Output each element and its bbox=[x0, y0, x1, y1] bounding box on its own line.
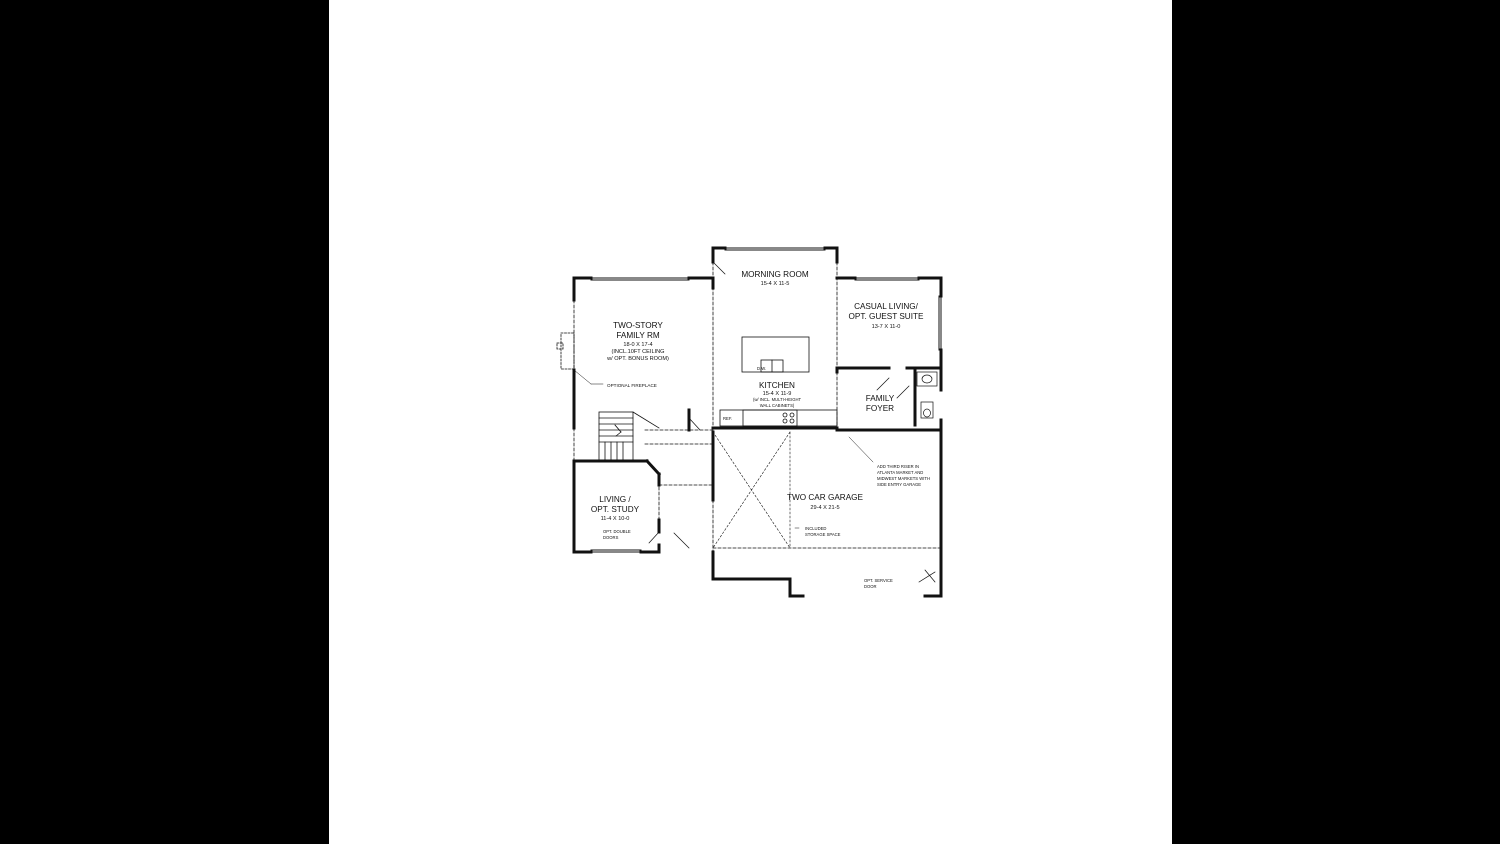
double-doors-note-2: DOORS bbox=[603, 535, 619, 540]
staircase bbox=[599, 412, 659, 462]
family-room-note-2: w/ OPT. BONUS ROOM) bbox=[607, 356, 669, 362]
room-labels bbox=[591, 270, 924, 522]
garage-name: TWO CAR GARAGE bbox=[787, 493, 863, 502]
floor-plan-drawing bbox=[329, 0, 1172, 844]
morning-room-name: MORNING ROOM bbox=[741, 270, 809, 279]
casual-living-name-2: OPT. GUEST SUITE bbox=[848, 312, 924, 321]
casual-living-dims: 13-7 X 11-0 bbox=[871, 324, 901, 330]
family-room-name-1: TWO-STORY bbox=[613, 321, 663, 330]
family-room-dims: 18-0 X 17-4 bbox=[623, 342, 653, 348]
garage-storage-x bbox=[713, 432, 790, 548]
kitchen-note-2: WALL CABINETS) bbox=[759, 403, 795, 408]
family-foyer-name-1: FAMILY bbox=[865, 394, 895, 403]
garage-dims: 29-4 X 21-5 bbox=[810, 505, 840, 511]
storage-note-1: INCLUDED bbox=[805, 526, 827, 531]
riser-note-2: ATLANTA MARKET AND bbox=[877, 470, 924, 475]
exterior-walls bbox=[574, 248, 941, 596]
fireplace-note: OPTIONAL FIREPLACE bbox=[607, 383, 657, 388]
kitchen-dims: 15-4 X 11-9 bbox=[762, 391, 792, 397]
double-doors-note-1: OPT. DOUBLE bbox=[603, 529, 631, 534]
service-door-note-2: DOOR bbox=[864, 584, 877, 589]
riser-note-4: SIDE ENTRY GARAGE bbox=[877, 482, 922, 487]
morning-room-dims: 15-4 X 11-5 bbox=[760, 281, 790, 287]
family-room-name-2: FAMILY RM bbox=[616, 331, 660, 340]
kitchen-note-1: (w/ INCL. MULTI-HEIGHT bbox=[752, 397, 802, 402]
riser-note-3: MIDWEST MARKETS WITH bbox=[877, 476, 930, 481]
kitchen-name: KITCHEN bbox=[759, 381, 795, 390]
service-door-note-1: OPT. SERVICE bbox=[864, 578, 893, 583]
powder-room-fixtures bbox=[917, 372, 937, 418]
casual-living-name-1: CASUAL LIVING/ bbox=[854, 302, 918, 311]
floor-plan-page bbox=[329, 0, 1172, 844]
storage-note-2: STORAGE SPACE bbox=[805, 532, 841, 537]
living-study-name-1: LIVING / bbox=[599, 495, 631, 504]
riser-note-1: ADD THIRD RISER IN bbox=[877, 464, 920, 469]
dishwasher-label: D.W. bbox=[757, 366, 767, 371]
family-room-note-1: (INCL.10FT CEILING bbox=[611, 349, 665, 355]
kitchen-island bbox=[742, 337, 809, 372]
fireplace bbox=[557, 333, 574, 369]
refrigerator-label: REF. bbox=[723, 416, 733, 421]
living-study-name-2: OPT. STUDY bbox=[590, 505, 640, 514]
kitchen-counter bbox=[720, 410, 837, 426]
family-foyer-name-2: FOYER bbox=[865, 404, 895, 413]
living-study-dims: 11-4 X 10-0 bbox=[600, 516, 630, 522]
